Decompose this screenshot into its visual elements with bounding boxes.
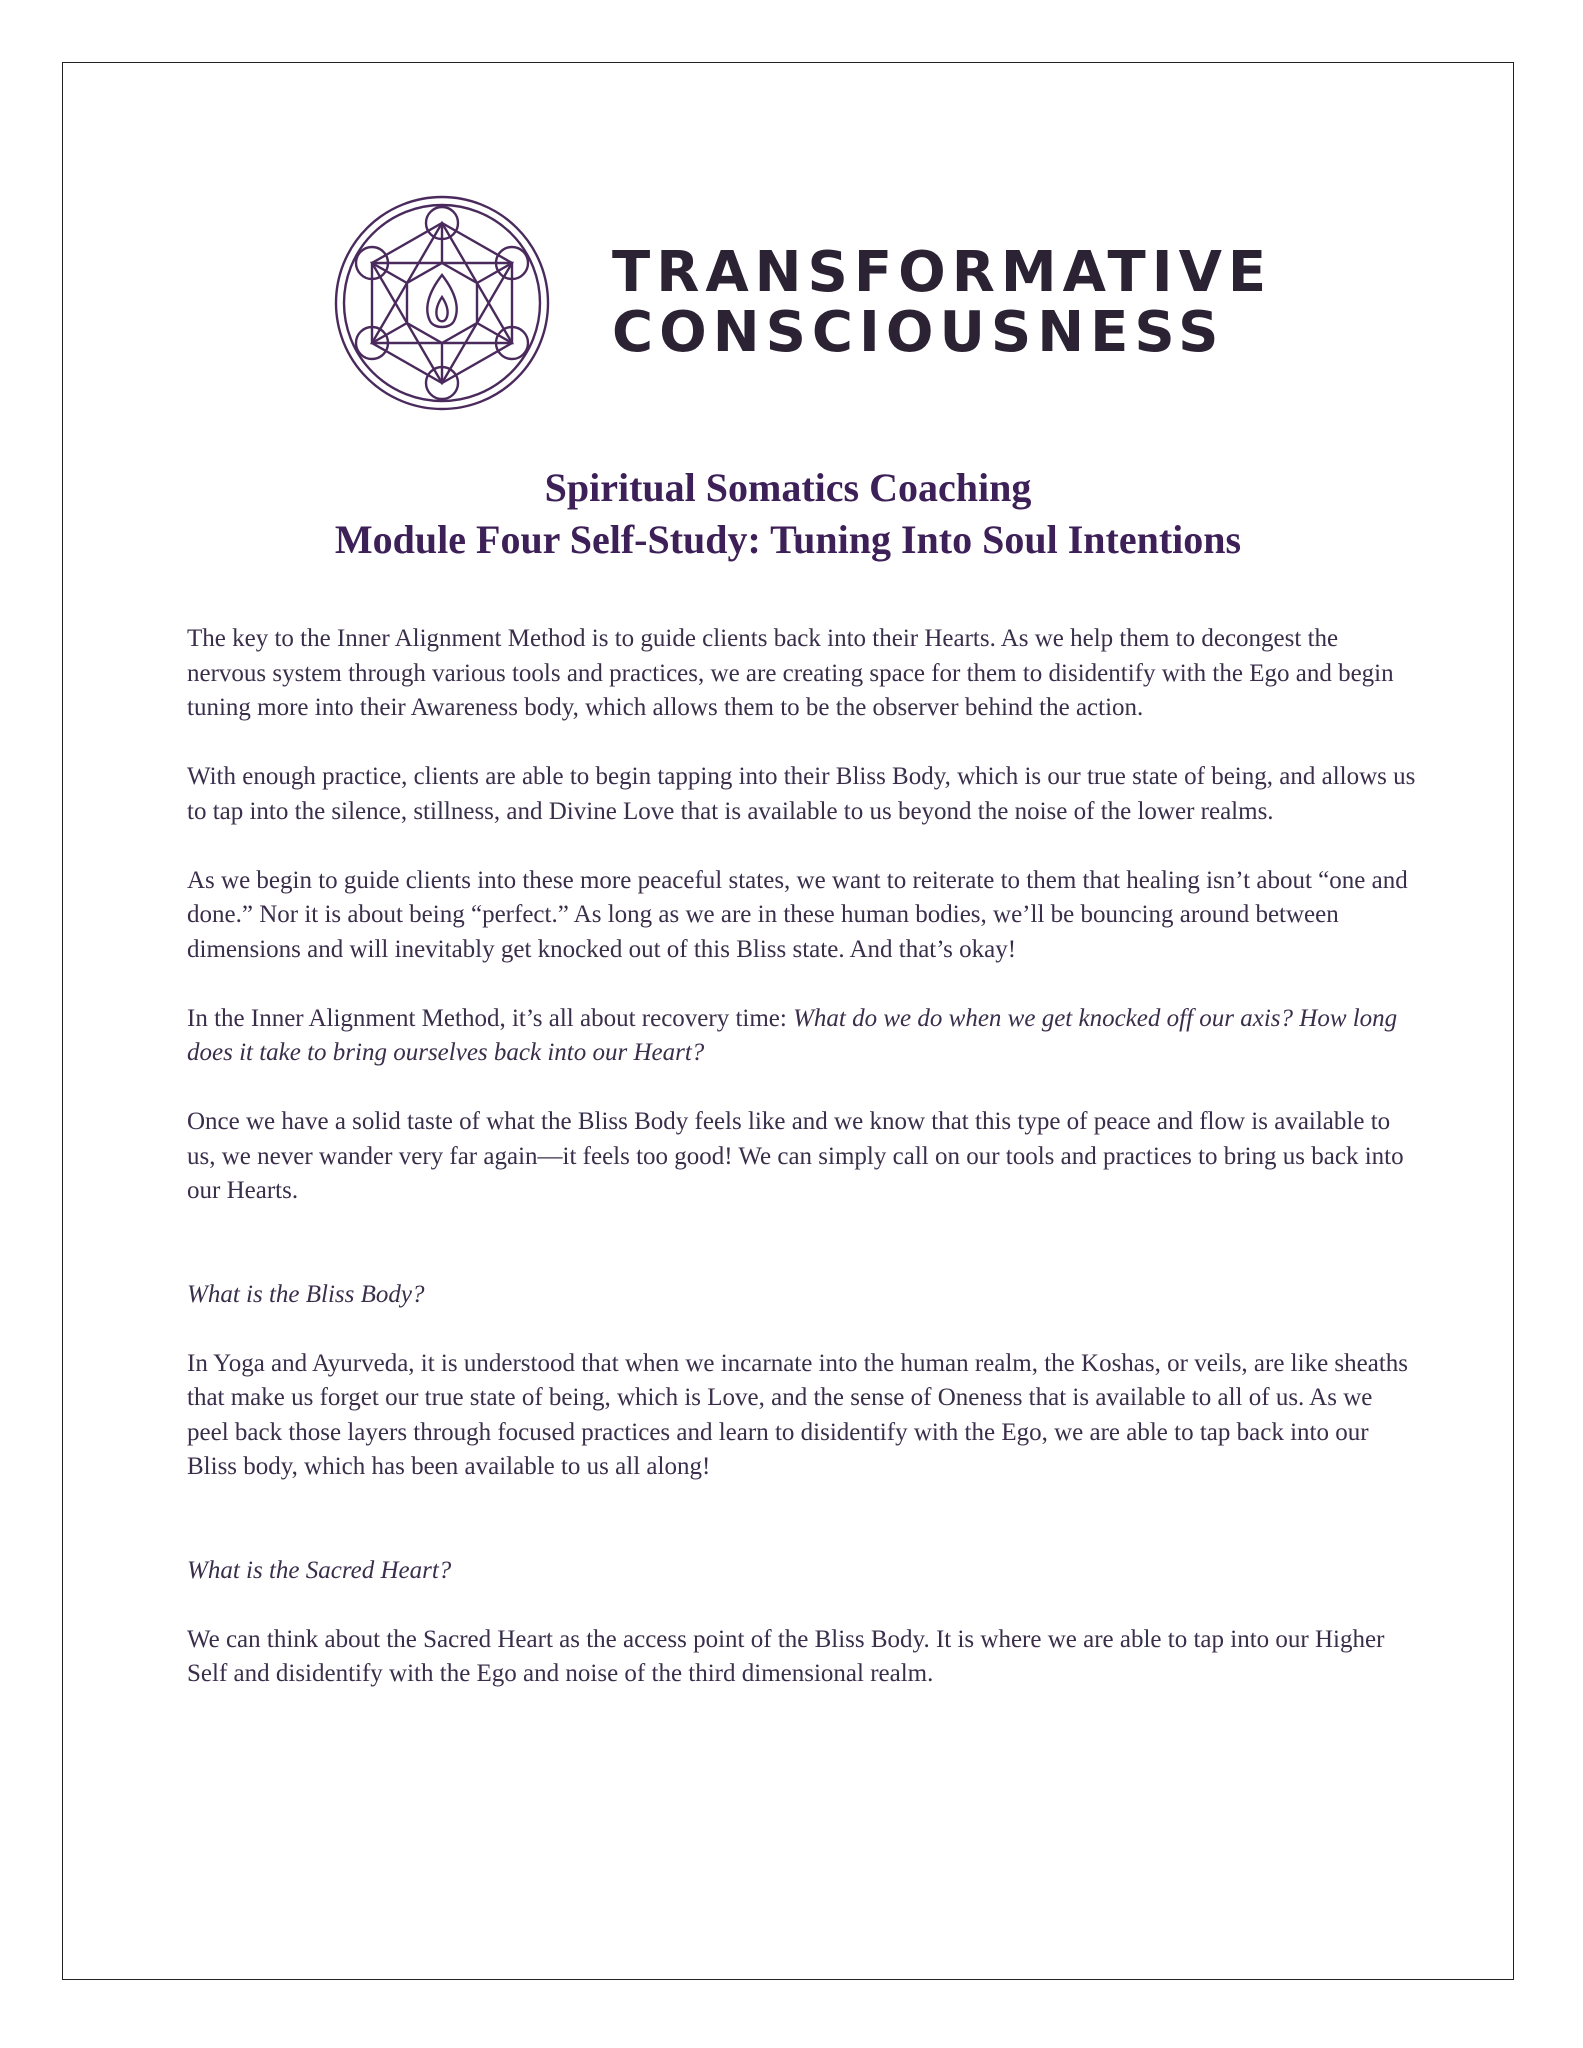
document-title	[62, 462, 1514, 566]
paragraph-5: Once we have a solid taste of what the Bliss Body feels like and we know that this type of peace and flow is available to us, we never wander very far again—it feels too good! We can simply call on our tools and practices to bring us back into our Hearts.	[187, 1108, 1404, 1204]
document-body	[187, 622, 1417, 1726]
title-line-2: Module Four Self-Study: Tuning Into Soul Intentions	[334, 517, 1242, 562]
section-heading-sacred-heart: What is the Sacred Heart?	[187, 1556, 452, 1584]
paragraph-6: In Yoga and Ayurveda, it is understood that when we incarnate into the human realm, the Koshas, or veils, are like sheaths that make us forget our true state of being, which is Love, and the sense of Oneness that is available to all of us. As we peel back those layers through focused practices and learn to disidentify with the Ego, we are able to tap back into our Bliss body, which has been available to us all along!	[187, 1349, 1409, 1480]
paragraph-4-questions: What do we do when we get knocked off our axis? How long does it take to bring ourselves back into our Heart?	[187, 1004, 1398, 1066]
title-line-1: Spiritual Somatics Coaching	[544, 465, 1032, 510]
paragraph-2: With enough practice, clients are able to begin tapping into their Bliss Body, which is our true state of being, and allows us to tap into the silence, stillness, and Divine Love that is available to us beyond the noise of the lower realms.	[187, 763, 1416, 825]
paragraph-4-lead: In the Inner Alignment Method, it’s all about recovery time:	[187, 1004, 794, 1032]
metatron-cube-flame-icon	[332, 193, 552, 413]
brand-name	[612, 239, 1273, 365]
header-logo	[332, 193, 1272, 413]
paragraph-3: As we begin to guide clients into these more peaceful states, we want to reiterate to them that healing isn’t about “one and done.” Nor it is about being “perfect.” As long as we are in these human bodies, we’ll be bouncing around between dimensions and will inevitably get knocked out of this Bliss state. And that’s okay!	[187, 866, 1408, 963]
paragraph-4	[187, 1002, 1417, 1071]
brand-line-1: TRANSFORMATIVE	[612, 239, 1273, 305]
section-heading-bliss-body: What is the Bliss Body?	[187, 1280, 425, 1308]
paragraph-7: We can think about the Sacred Heart as the access point of the Bliss Body. It is where we are able to tap into our Higher Self and disidentify with the Ego and noise of the third dimensional realm.	[187, 1625, 1385, 1687]
brand-line-2: CONSCIOUSNESS	[612, 300, 1225, 365]
paragraph-1: The key to the Inner Alignment Method is to guide clients back into their Hearts. As we help them to decongest the nervous system through various tools and practices, we are creating space for them to disidentify with the Ego and begin tuning more into their Awareness body, which allows them to be the observer behind the action.	[187, 625, 1394, 721]
